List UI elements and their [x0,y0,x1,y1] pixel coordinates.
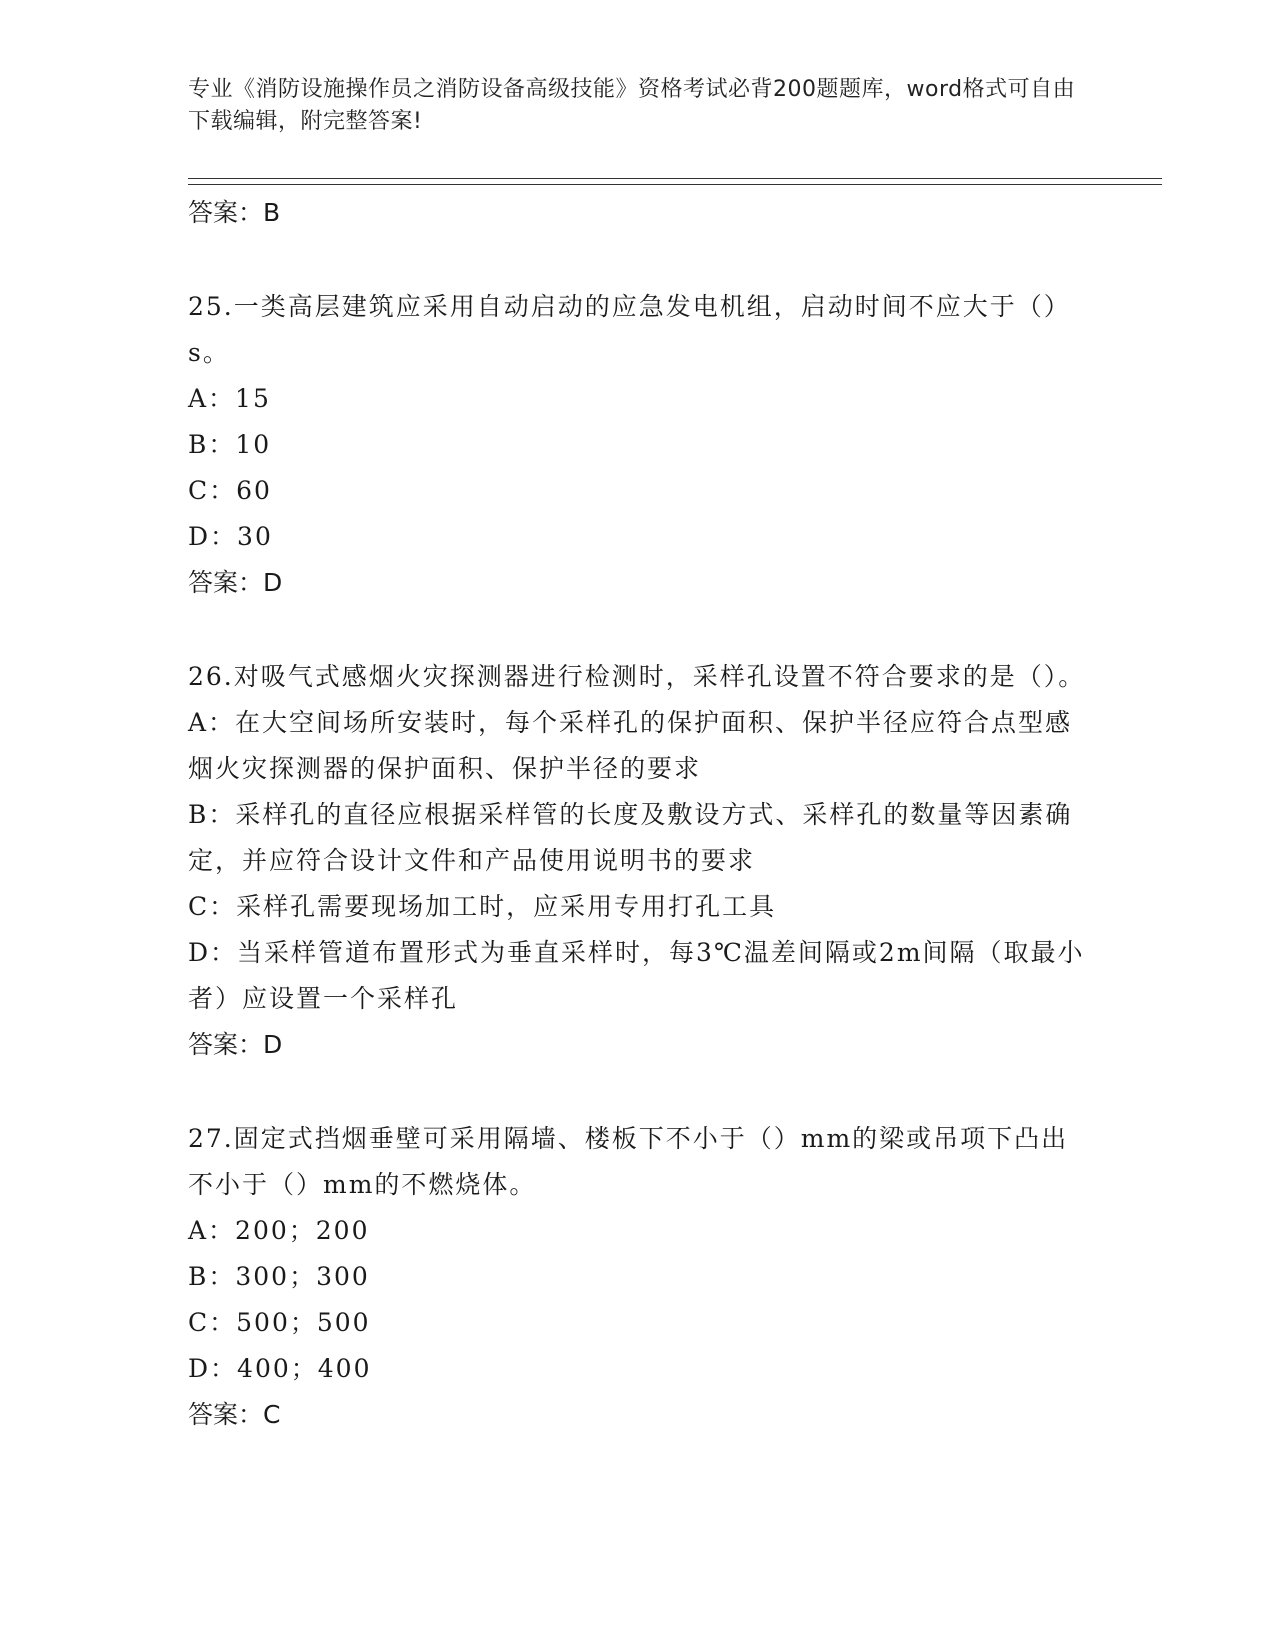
question-text [188,1116,1088,1208]
option-a: A：200；200 [188,1216,370,1245]
header-title: 专业《消防设施操作员之消防设备高级技能》资格考试必背200题题库，word格式可自由下载编辑，附完整答案! [188,77,1076,134]
option-c: C：60 [188,476,272,505]
question-text [188,654,1088,700]
option-d: D：当采样管道布置形式为垂直采样时，每3℃温差间隔或2m间隔（取最小者）应设置一个采样孔 [188,938,1085,1013]
question-26 [188,654,1088,1068]
question-stem: 一类高层建筑应采用自动启动的应急发电机组，启动时间不应大于（）s。 [188,292,1071,367]
question-stem: 对吸气式感烟火灾探测器进行检测时，采样孔设置不符合要求的是（）。 [233,662,1086,691]
question-number: 26. [188,662,234,691]
question-number: 27. [188,1124,234,1153]
answer-line: 答案：D [188,1030,283,1059]
question-27 [188,1116,1088,1438]
option-c: C：采样孔需要现场加工时，应采用专用打孔工具 [188,892,777,921]
document-header [188,74,1088,138]
option-d: D：30 [188,522,273,551]
option-a: A：15 [188,384,271,413]
question-25 [188,284,1088,606]
question-text [188,284,1088,376]
header-divider-bottom [188,184,1162,185]
previous-answer: 答案：B [188,198,281,227]
question-stem: 固定式挡烟垂壁可采用隔墙、楼板下不小于（）mm的梁或吊项下凸出不小于（）mm的不燃烧体。 [188,1124,1069,1199]
header-divider-top [188,178,1162,179]
option-b: B：10 [188,430,272,459]
answer-line: 答案：D [188,568,283,597]
option-c: C：500；500 [188,1308,371,1337]
option-a: A：在大空间场所安装时，每个采样孔的保护面积、保护半径应符合点型感烟火灾探测器的保护面积、保护半径的要求 [188,708,1073,783]
question-number: 25. [188,292,234,321]
option-b: B：300；300 [188,1262,370,1291]
option-b: B：采样孔的直径应根据采样管的长度及敷设方式、采样孔的数量等因素确定，并应符合设计文件和产品使用说明书的要求 [188,800,1073,875]
question-list [188,190,1088,1438]
option-d: D：400；400 [188,1354,372,1383]
answer-line: 答案：C [188,1400,281,1429]
